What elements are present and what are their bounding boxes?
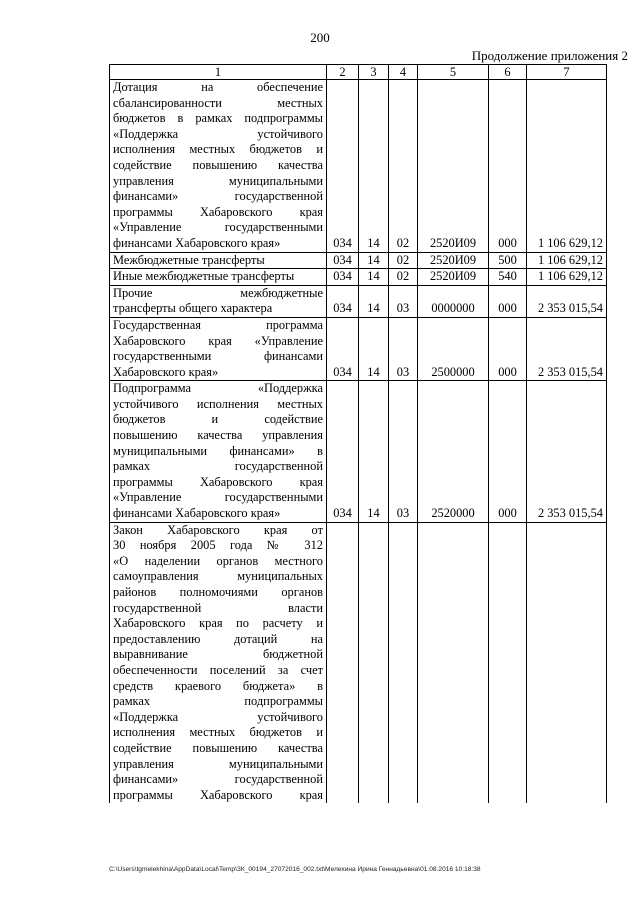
description-line: Хабаровского края по расчету и [113,616,323,631]
description-line: сбалансированности местных [113,95,323,110]
description-line: государственной власти [113,600,323,615]
header-cell: 5 [418,65,489,80]
description-line: рамках подпрограммы [113,694,323,709]
table-row [110,285,607,317]
cell-section: 14 [359,381,389,522]
description-line: «О наделении органов местного [113,553,323,568]
description-line: Межбюджетные трансферты [113,252,265,267]
cell-amount: 2 353 015,54 [527,381,607,522]
description-line: средств краевого бюджета» в [113,678,323,693]
description-line: предоставлению дотаций на [113,631,323,646]
description-line: финансами» государственной [113,189,323,204]
cell-ministry-code: 034 [327,381,359,522]
description-line: программы Хабаровского края [113,204,323,219]
description-line: финансами Хабаровского края» [113,506,281,521]
header-cell: 3 [359,65,389,80]
header-cell: 6 [489,65,527,80]
cell-section: 14 [359,252,389,269]
cell-ministry-code: 034 [327,269,359,286]
description-line: Хабаровского края «Управление [113,333,323,348]
description-line: Иные межбюджетные трансферты [113,269,295,284]
cell-target-article: 2520И09 [418,269,489,286]
description-line: Прочие межбюджетные [113,285,323,300]
header-cell: 2 [327,65,359,80]
description-line: Хабаровского края» [113,364,219,379]
description-line: «Управление государственными [113,490,323,505]
cell-ministry-code: 034 [327,80,359,253]
row-description [110,80,327,253]
file-path-footer: C:\Users\tgmelekhina\AppData\Local\Temp\ЗК_00194_27072016_002.txt\Мелехина Ирина Геннадьевна\01.08.2016 10:18:38 [109,866,481,873]
table-body [110,65,607,804]
description-line: 30 ноября 2005 года № 312 [113,538,323,553]
cell-expense-type: 000 [489,285,527,317]
description-line: программы Хабаровского края [113,787,323,802]
description-line: рамках государственной [113,459,323,474]
page-number: 200 [310,30,330,45]
description-line: муниципальными финансами» в [113,443,323,458]
cell-subsection: 02 [389,252,418,269]
cell-expense-type: 500 [489,252,527,269]
description-line: «Поддержка устойчивого [113,709,323,724]
cell-section: 14 [359,269,389,286]
cell-subsection: 03 [389,285,418,317]
description-line: «Управление государственными [113,220,323,235]
cell-amount: 1 106 629,12 [527,80,607,253]
description-line: финансами Хабаровского края» [113,235,281,250]
cell-amount [527,522,607,803]
description-line: исполнения местных бюджетов и [113,142,323,157]
cell-subsection [389,522,418,803]
cell-subsection: 02 [389,269,418,286]
appendix-continuation-label: Продолжение приложения 2 [471,48,628,63]
description-line: выравнивание бюджетной [113,647,323,662]
table-row [110,252,607,269]
description-line: обеспеченности поселений за счет [113,662,323,677]
description-line: самоуправления муниципальных [113,569,323,584]
row-description [110,269,327,286]
header-cell: 7 [527,65,607,80]
cell-expense-type: 000 [489,80,527,253]
cell-expense-type [489,522,527,803]
description-line: трансферты общего характера [113,301,273,316]
table-row [110,80,607,253]
cell-subsection: 02 [389,80,418,253]
description-line: управления муниципальными [113,173,323,188]
cell-target-article: 2520000 [418,381,489,522]
description-line: государственными финансами [113,349,323,364]
description-line: содействие повышению качества [113,740,323,755]
row-description [110,522,327,803]
header-cell: 4 [389,65,418,80]
cell-amount: 1 106 629,12 [527,269,607,286]
cell-target-article [418,522,489,803]
description-line: Закон Хабаровского края от [113,522,323,537]
description-line: исполнения местных бюджетов и [113,725,323,740]
table-row [110,522,607,803]
cell-section: 14 [359,285,389,317]
cell-expense-type: 000 [489,317,527,380]
row-description [110,285,327,317]
description-line: управления муниципальными [113,756,323,771]
description-line: «Поддержка устойчивого [113,126,323,141]
description-line: устойчивого исполнения местных [113,396,323,411]
cell-amount: 1 106 629,12 [527,252,607,269]
description-line: Государственная программа [113,317,323,332]
description-line: районов полномочиями органов [113,585,323,599]
cell-ministry-code [327,522,359,803]
cell-subsection: 03 [389,381,418,522]
description-line: бюджетов и содействие [113,412,323,427]
budget-table [109,64,607,803]
description-line: Дотация на обеспечение [113,80,323,94]
row-description [110,252,327,269]
cell-target-article: 2520И09 [418,80,489,253]
row-description [110,381,327,522]
cell-section: 14 [359,317,389,380]
description-line: финансами» государственной [113,772,323,787]
cell-expense-type: 000 [489,381,527,522]
row-description [110,317,327,380]
cell-target-article: 2520И09 [418,252,489,269]
cell-ministry-code: 034 [327,285,359,317]
cell-target-article: 0000000 [418,285,489,317]
description-line: содействие повышению качества [113,157,323,172]
description-line: Подпрограмма «Поддержка [113,381,323,396]
cell-ministry-code: 034 [327,252,359,269]
cell-amount: 2 353 015,54 [527,317,607,380]
cell-amount: 2 353 015,54 [527,285,607,317]
table-row [110,381,607,522]
table-row [110,269,607,286]
cell-section [359,522,389,803]
cell-subsection: 03 [389,317,418,380]
cell-expense-type: 540 [489,269,527,286]
cell-ministry-code: 034 [327,317,359,380]
description-line: повышению качества управления [113,428,323,443]
cell-section: 14 [359,80,389,253]
table-header-row [110,65,607,80]
header-cell: 1 [110,65,327,80]
description-line: бюджетов в рамках подпрограммы [113,111,323,126]
table-row [110,317,607,380]
cell-target-article: 2500000 [418,317,489,380]
description-line: программы Хабаровского края [113,474,323,489]
